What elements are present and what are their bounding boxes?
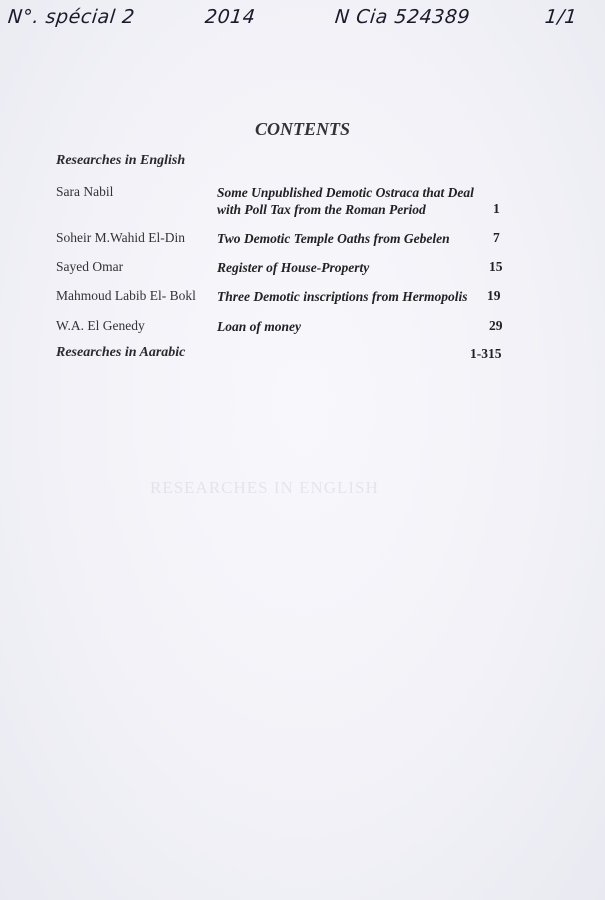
entry-author: W.A. El Genedy xyxy=(56,318,145,333)
section-heading-arabic: Researches in Aarabic xyxy=(56,345,186,360)
handwritten-issue: N°. spécial 2 xyxy=(6,6,136,28)
contents-title: CONTENTS xyxy=(254,119,350,139)
entry-page: 7 xyxy=(493,230,500,245)
entry-title: Loan of money xyxy=(217,319,301,334)
entry-title: Some Unpublished Demotic Ostraca that Deal with Poll Tax from the Roman Period xyxy=(217,185,474,217)
entry-title: Three Demotic inscriptions from Hermopolis xyxy=(217,289,468,304)
entry-page: 29 xyxy=(489,318,503,333)
entry-author: Sara Nabil xyxy=(56,184,114,199)
entry-title: Two Demotic Temple Oaths from Gebelen xyxy=(217,231,450,246)
entry-author: Sayed Omar xyxy=(56,259,124,274)
handwritten-year: 2014 xyxy=(203,6,257,28)
entry-page: 19 xyxy=(487,288,501,303)
entry-author: Mahmoud Labib El- Bokl xyxy=(56,288,196,303)
handwritten-page: 1/1 xyxy=(543,6,579,28)
entry-title: Register of House-Property xyxy=(217,260,370,275)
bleed-through-text: RESEARCHES IN ENGLISH xyxy=(150,478,379,497)
arabic-section-pages: 1-315 xyxy=(470,346,502,361)
entry-page: 15 xyxy=(489,259,503,274)
entry-author: Soheir M.Wahid El-Din xyxy=(56,230,186,245)
handwritten-code: N Cia 524389 xyxy=(333,6,472,28)
entry-page: 1 xyxy=(493,201,500,216)
section-heading-english: Researches in English xyxy=(56,153,186,168)
